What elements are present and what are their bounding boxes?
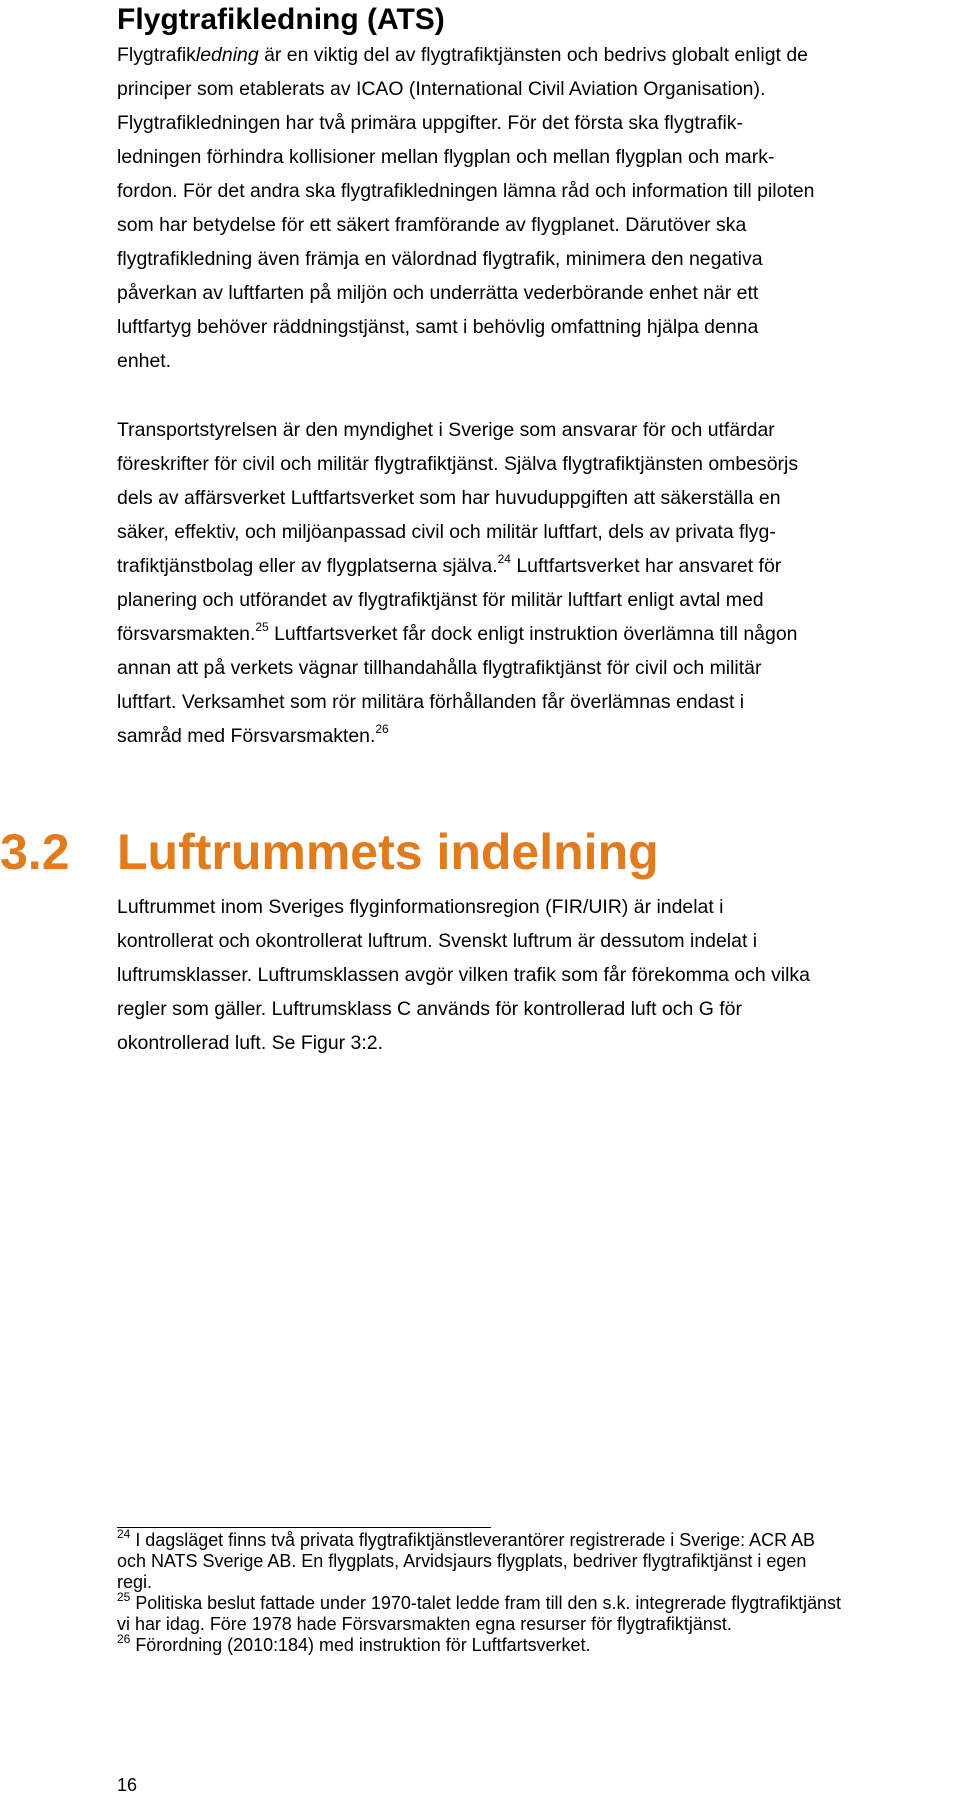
footnote-24 bbox=[117, 1527, 960, 1593]
footnote-number: 25 bbox=[117, 1590, 131, 1604]
footnote-ref-25[interactable]: 25 bbox=[255, 620, 269, 634]
paragraph-ats-intro bbox=[117, 38, 960, 378]
text-line: Luftrummet inom Sveriges flyginformationsregion (FIR/UIR) är indelat i bbox=[117, 896, 724, 918]
text-line: kontrollerat och okontrollerat luftrum. Svenskt luftrum är dessutom indelat i bbox=[117, 930, 758, 952]
footnote-separator bbox=[117, 1527, 491, 1528]
footnote-text: I dagsläget finns två privata flygtrafiktjänstleverantörer registrerade i Sverige: ACR AB bbox=[130, 1530, 816, 1550]
text-line: luftfartyg behöver räddningstjänst, samt i behövlig omfattning hjälpa denna bbox=[117, 316, 759, 338]
text-line bbox=[117, 38, 958, 72]
text-line: luftfart. Verksamhet som rör militära förhållanden får överlämnas endast i bbox=[117, 691, 745, 713]
text-run: samråd med Försvarsmakten. bbox=[117, 725, 376, 747]
text-line: som har betydelse för ett säkert framförande av flygplanet. Därutöver ska bbox=[117, 214, 747, 236]
text-line: okontrollerad luft. Se Figur 3:2. bbox=[117, 1032, 384, 1054]
text-line bbox=[117, 617, 958, 651]
footnote-26 bbox=[117, 1632, 960, 1656]
text-line: planering och utförandet av flygtrafiktjänst för militär luftfart enligt avtal med bbox=[117, 589, 764, 611]
text-line: dels av affärsverket Luftfartsverket som har huvuduppgiften att säkerställa en bbox=[117, 487, 781, 509]
footnote-line: regi. bbox=[117, 1572, 152, 1592]
text-run: Luftfartsverket har ansvaret för bbox=[510, 555, 782, 577]
paragraph-luftrum bbox=[117, 890, 960, 1060]
text-run: försvarsmakten. bbox=[117, 623, 256, 645]
text-line: luftrumsklasser. Luftrumsklassen avgör vilken trafik som får förekomma och vilka bbox=[117, 964, 810, 986]
text-line: ledningen förhindra kollisioner mellan flygplan och mellan flygplan och mark- bbox=[117, 146, 775, 168]
footnote-line bbox=[117, 1527, 958, 1551]
page-number: 16 bbox=[117, 1775, 138, 1795]
section-title: Luftrummets indelning bbox=[117, 824, 659, 880]
footnote-number: 24 bbox=[117, 1527, 131, 1541]
footnote-text: Politiska beslut fattade under 1970-talet ledde fram till den s.k. integrerade flygtrafiktjänst bbox=[130, 1593, 842, 1613]
text-line bbox=[117, 549, 958, 583]
text-line: säker, effektiv, och miljöanpassad civil och militär luftfart, dels av privata flyg- bbox=[117, 521, 776, 543]
section-heading bbox=[0, 820, 659, 884]
footnote-line: vi har idag. Före 1978 hade Försvarsmakten egna resurser för flygtrafiktjänst. bbox=[117, 1614, 732, 1634]
text-line: enhet. bbox=[117, 350, 172, 372]
paragraph-transportstyrelsen bbox=[117, 413, 960, 753]
footnote-ref-24[interactable]: 24 bbox=[497, 552, 511, 566]
footnote-number: 26 bbox=[117, 1632, 131, 1646]
text-run: Luftfartsverket får dock enligt instruktion överlämna till någon bbox=[268, 623, 798, 645]
text-line: Transportstyrelsen är den myndighet i Sverige som ansvarar för och utfärdar bbox=[117, 419, 775, 441]
text-run: trafiktjänstbolag eller av flygplatserna själva. bbox=[117, 555, 498, 577]
text-run: är en viktig del av flygtrafiktjänsten och bedrivs globalt enligt de bbox=[258, 44, 808, 66]
footnote-text: Förordning (2010:184) med instruktion för Luftfartsverket. bbox=[130, 1635, 591, 1655]
footnote-ref-26[interactable]: 26 bbox=[375, 722, 389, 736]
text-line: Flygtrafikledningen har två primära uppgifter. För det första ska flygtrafik- bbox=[117, 112, 744, 134]
text-line: principer som etablerats av ICAO (International Civil Aviation Organisation). bbox=[117, 78, 766, 100]
text-line: regler som gäller. Luftrumsklass C används för kontrollerad luft och G för bbox=[117, 998, 742, 1020]
text-line bbox=[117, 719, 958, 753]
emphasis-run: ledning bbox=[195, 44, 259, 66]
footnote-line bbox=[117, 1632, 958, 1656]
footnote-25 bbox=[117, 1590, 960, 1635]
section-number: 3.2 bbox=[0, 824, 70, 880]
subsection-heading-ats: Flygtrafikledning (ATS) bbox=[117, 3, 445, 36]
footnote-line: och NATS Sverige AB. En flygplats, Arvidsjaurs flygplats, bedriver flygtrafiktjänst i egen bbox=[117, 1551, 807, 1571]
footnote-line bbox=[117, 1590, 958, 1614]
text-run: Flygtrafik bbox=[117, 44, 196, 66]
text-line: annan att på verkets vägnar tillhandahålla flygtrafiktjänst för civil och militär bbox=[117, 657, 762, 679]
footnotes bbox=[117, 1527, 960, 1656]
text-line: föreskrifter för civil och militär flygtrafiktjänst. Själva flygtrafiktjänsten ombesörjs bbox=[117, 453, 799, 475]
text-line: fordon. För det andra ska flygtrafikledningen lämna råd och information till piloten bbox=[117, 180, 815, 202]
text-line: påverkan av luftfarten på miljön och underrätta vederbörande enhet när ett bbox=[117, 282, 759, 304]
text-line: flygtrafikledning även främja en välordnad flygtrafik, minimera den negativa bbox=[117, 248, 763, 270]
